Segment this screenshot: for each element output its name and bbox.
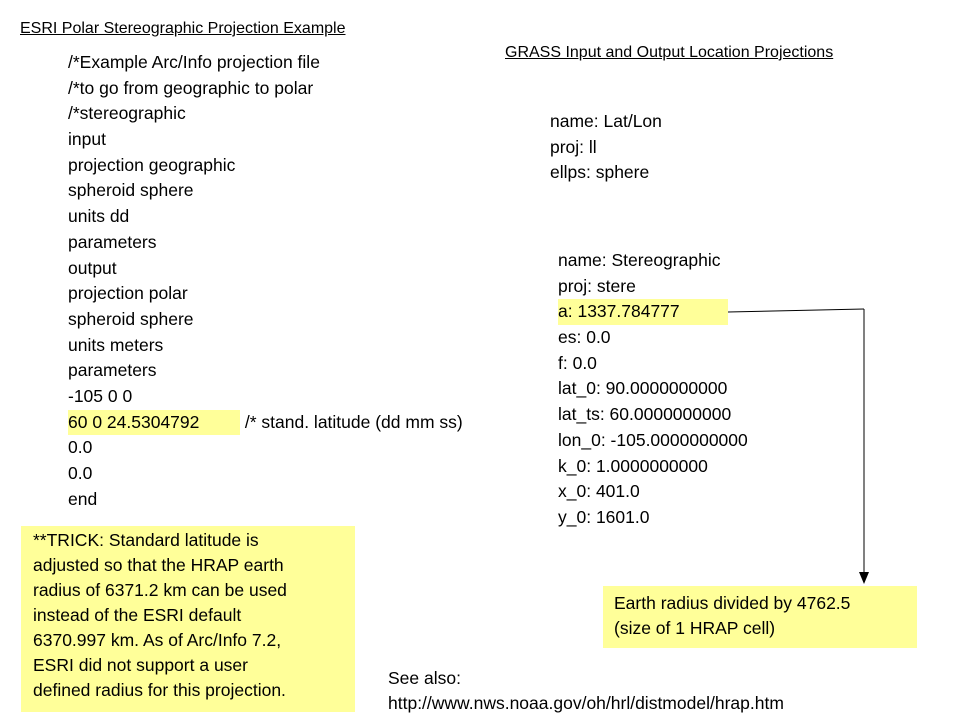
esri-line: projection polar	[68, 283, 188, 304]
trick-note-line: ESRI did not support a user	[33, 655, 248, 675]
grass-output-line: lat_0: 90.0000000000	[558, 378, 728, 399]
esri-line: /*Example Arc/Info projection file	[68, 52, 320, 72]
standard-latitude-comment: /* stand. latitude (dd mm ss)	[240, 411, 463, 432]
esri-line: /*to go from geographic to polar	[68, 77, 314, 98]
trick-note-line: instead of the ESRI default	[33, 605, 242, 625]
esri-line: 0.0	[68, 463, 93, 483]
esri-line: projection geographic	[68, 154, 236, 175]
esri-line: /*stereographic	[68, 103, 186, 124]
esri-line: 0.0	[68, 437, 93, 458]
grass-output-line: lat_ts: 60.0000000000	[558, 404, 732, 425]
radius-note-line: Earth radius divided by 4762.5	[614, 593, 851, 613]
trick-note-line: adjusted so that the HRAP earth	[33, 555, 284, 575]
grass-input-line: proj: ll	[550, 136, 597, 157]
esri-line: parameters	[68, 360, 157, 381]
esri-line: parameters	[68, 231, 157, 252]
grass-input-line: ellps: sphere	[550, 162, 650, 183]
trick-note-line: defined radius for this projection.	[33, 680, 286, 700]
esri-title: ESRI Polar Stereographic Projection Example	[20, 20, 346, 37]
grass-output-line: k_0: 1.0000000000	[558, 455, 708, 476]
standard-latitude-highlight: 60 0 24.5304792	[68, 410, 240, 436]
grass-output-line: proj: stere	[558, 275, 636, 296]
esri-line: end	[68, 488, 98, 509]
grass-output-line: y_0: 1601.0	[558, 506, 650, 527]
radius-note	[603, 586, 917, 648]
trick-note-line: **TRICK: Standard latitude is	[33, 530, 259, 550]
esri-line: spheroid sphere	[68, 308, 194, 329]
trick-note	[21, 526, 355, 712]
see-also-label: See also:	[388, 668, 461, 688]
grass-input-line: name: Lat/Lon	[550, 111, 662, 131]
grass-output-line: x_0: 401.0	[558, 481, 640, 502]
see-also-link[interactable]: http://www.nws.noaa.gov/oh/hrl/distmodel/hrap.htm	[388, 693, 784, 713]
grass-output-line: name: Stereographic	[558, 250, 721, 270]
grass-output-line: lon_0: -105.0000000000	[558, 429, 748, 450]
grass-title: GRASS Input and Output Location Projections	[505, 44, 834, 61]
esri-line: input	[68, 129, 106, 150]
radius-highlight: a: 1337.784777	[558, 299, 728, 325]
grass-output-line: f: 0.0	[558, 352, 597, 373]
radius-note-line: (size of 1 HRAP cell)	[614, 618, 776, 638]
trick-note-line: 6370.997 km. As of Arc/Info 7.2,	[33, 630, 282, 650]
trick-note-line: radius of 6371.2 km can be used	[33, 580, 287, 600]
grass-output-line: es: 0.0	[558, 327, 611, 348]
see-also	[388, 666, 784, 716]
esri-line: units meters	[68, 334, 164, 355]
esri-line: output	[68, 257, 117, 278]
esri-line: -105 0 0	[68, 385, 133, 406]
esri-line: units dd	[68, 206, 130, 227]
esri-line: spheroid sphere	[68, 180, 194, 201]
